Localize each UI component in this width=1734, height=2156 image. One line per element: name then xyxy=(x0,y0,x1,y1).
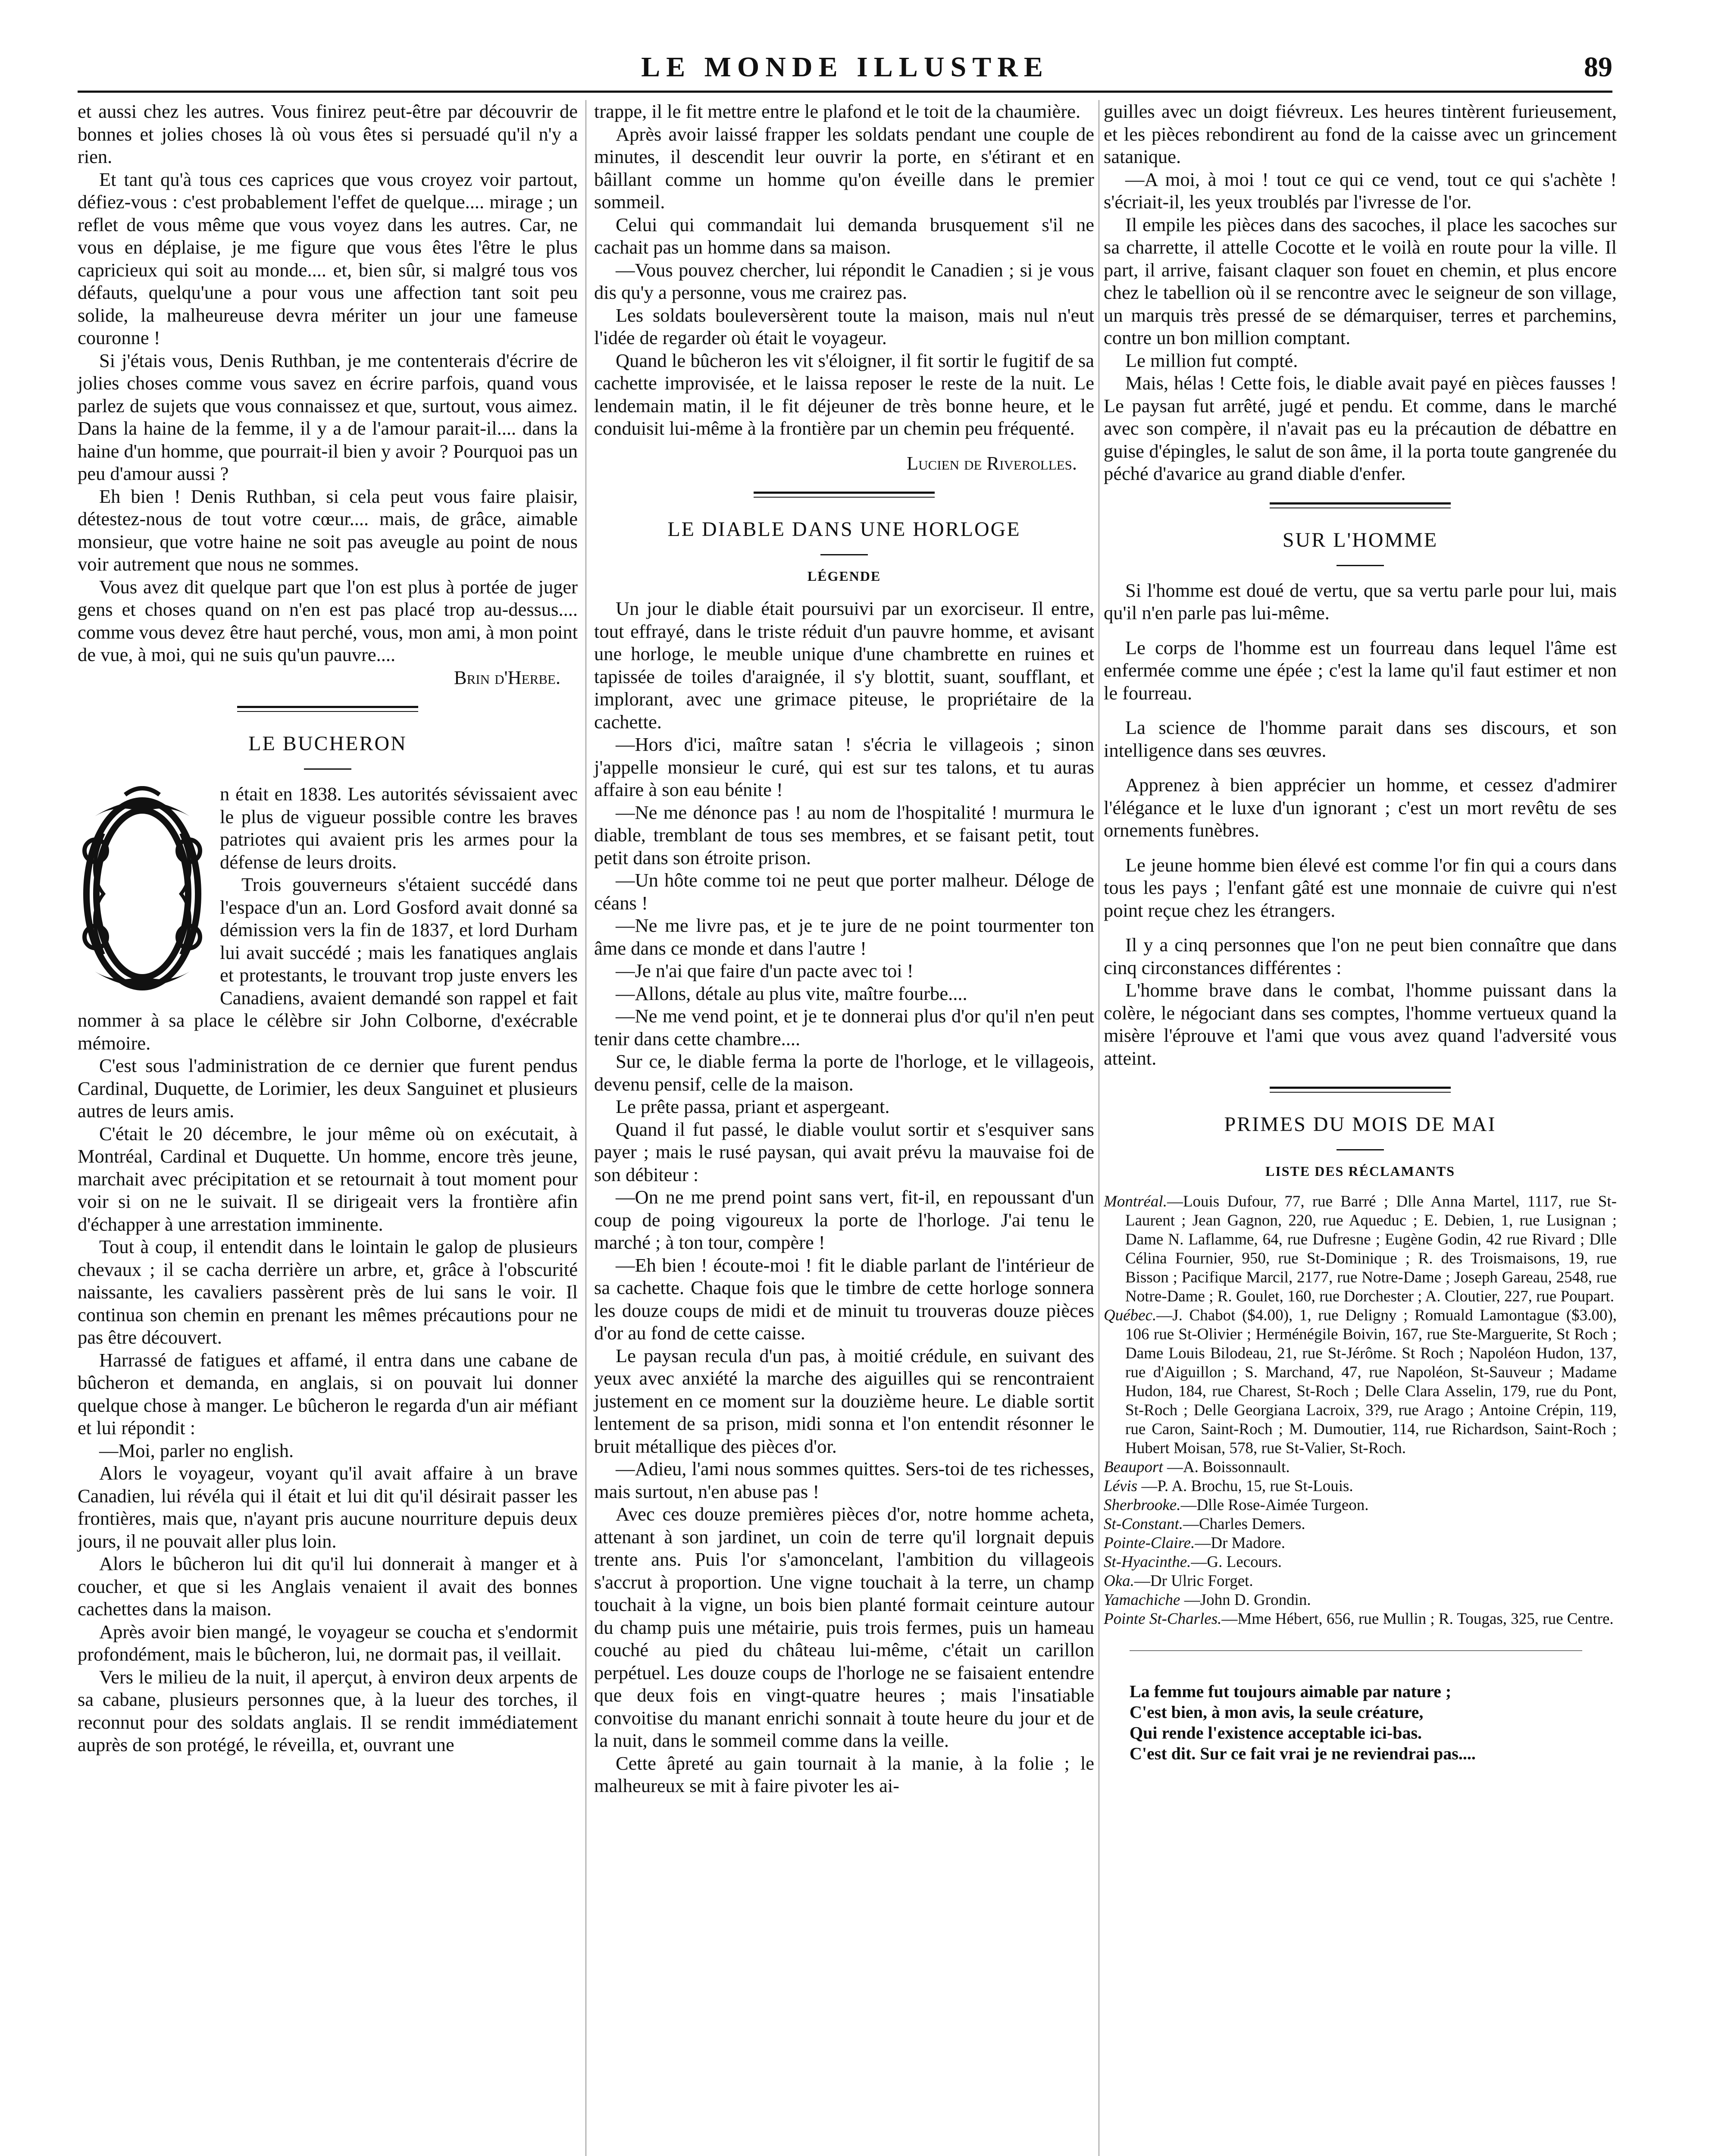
paragraph: —Vous pouvez chercher, lui répondit le Canadien ; si je vous dis qu'y a personne, vous me crairez pas. xyxy=(594,259,1094,303)
article-bucheron xyxy=(78,783,578,1756)
claimants-list xyxy=(1104,1192,1617,1629)
paragraph: trappe, il le fit mettre entre le plafond et le toit de la chaumière. xyxy=(594,100,1081,122)
list-item-city: Yamachiche xyxy=(1104,1591,1180,1609)
paragraph: n était en 1838. Les autorités sévissaient avec le plus de vigueur possible contre les braves patriotes qui avaient pris les armes pour la défense de leurs droits. xyxy=(220,783,578,873)
paragraph: —Adieu, l'ami nous sommes quittes. Sers-toi de tes richesses, mais surtout, n'en abuse pas ! xyxy=(594,1458,1094,1502)
list-item-city: St-Constant. xyxy=(1104,1515,1183,1533)
paragraph: Eh bien ! Denis Ruthban, si cela peut vous faire plaisir, détestez-nous de tout votre cœur.... mais, de grâce, aimable monsieur, que votre haine ne soit pas aveugle au point de nous voir autrement que nous ne sommes. xyxy=(78,485,578,575)
paragraph: —Ne me vend point, et je te donnerai plus d'or qu'il n'en peut tenir dans cette chambre.... xyxy=(594,1005,1094,1050)
list-item-text: —Dr Ulric Forget. xyxy=(1134,1572,1253,1590)
paragraph: —Un hôte comme toi ne peut que porter malheur. Déloge de céans ! xyxy=(594,869,1094,914)
title-rule xyxy=(1336,565,1384,566)
paragraph: Après avoir laissé frapper les soldats pendant une couple de minutes, il descendit leur ouvrir la porte, en s'étirant et en bâillant comme un homme qu'on éveille dans le premier sommeil. xyxy=(594,123,1094,213)
paragraph: Il y a cinq personnes que l'on ne peut bien connaître que dans cinq circonstances différentes : xyxy=(1104,934,1617,978)
paragraph: —A moi, à moi ! tout ce qui ce vend, tout ce qui s'achète ! s'écriait-il, les yeux troublés par l'ivresse de l'or. xyxy=(1104,168,1617,213)
paragraph: Le paysan recula d'un pas, à moitié crédule, en suivant des yeux avec anxiété la marche des aiguilles qui se rencontraient justement en ce moment sur la douzième heure. Le diable sortit lentement de sa prison, midi sonna et l'on entendit résonner le bruit métallique des pièces d'or. xyxy=(594,1344,1094,1457)
article-diable-continued xyxy=(1104,100,1617,485)
paragraph: Quand le bûcheron les vit s'éloigner, il fit sortir le fugitif de sa cachette improvisée, et le laissa reposer le reste de la nuit. Le lendemain matin, il le fit déjeuner de très bonne heure, et le conduisit lui-même à la frontière par un chemin peu fréquenté. xyxy=(594,349,1094,439)
list-item-text: —Dr Madore. xyxy=(1195,1534,1285,1552)
column-3 xyxy=(1104,100,1617,1764)
article-title: LE DIABLE DANS UNE HORLOGE xyxy=(667,518,1021,541)
paragraph: —Allons, détale au plus vite, maître fourbe.... xyxy=(616,982,967,1004)
paragraph: Le million fut compté. xyxy=(1125,349,1298,371)
paragraph: guilles avec un doigt fiévreux. Les heures tintèrent furieusement, et les pièces rebondirent au fond de la caisse avec un grincement satanique. xyxy=(1104,100,1617,167)
list-item-city: Pointe-Claire. xyxy=(1104,1534,1195,1552)
paragraph: Trois gouverneurs s'étaient succédé dans l'espace d'un an. Lord Gosford avait donné sa démission vers la fin de 1837, et lord Durham lui avait succédé ; mais les fanatiques anglais et protestants, le trouvant trop juste envers les Canadiens, avaient demandé son rappel et fait nommer à sa place le célèbre sir John Colborne, d'exécrable mémoire. xyxy=(78,874,578,1054)
paragraph: Alors le bûcheron lui dit qu'il lui donnerait à manger et à coucher, et que si les Anglais venaient il avait des bonnes cachettes dans la maison. xyxy=(78,1553,578,1620)
article-subtitle: LISTE DES RÉCLAMANTS xyxy=(1265,1163,1455,1179)
article-title: PRIMES DU MOIS DE MAI xyxy=(1224,1113,1496,1136)
list-item-city: Montréal. xyxy=(1104,1193,1167,1210)
paragraph: Si l'homme est doué de vertu, que sa vertu parle pour lui, mais qu'il n'en parle pas lui-même. xyxy=(1104,579,1617,624)
list-item-text: —J. Chabot ($4.00), 1, rue Deligny ; Romuald Lamontague ($3.00), 106 rue St-Olivier ; Herménégile Boivin, 167, rue Ste-Marguerite, St Roch ; Dame Louis Bilodeau, 21, rue St-Jérôme. St Roch ; Napoléon Hudon, 137, rue d'Aiguillon ; S. Marchand, 47, rue Napoléon, St-Sauveur ; Madame Hudon, 184, rue Charest, St-Roch ; Delle Clara Asselin, 179, rue du Pont, St-Roch ; Delle Georgiana Lacroix, 3?9, rue Arago ; Antoine Crépin, 119, rue Caron, Saint-Roch ; M. Dumoutier, 114, rue Richardson, Saint-Roch ; Hubert Moisan, 578, rue St-Valier, St-Roch. xyxy=(1125,1307,1617,1457)
masthead-title: LE MONDE ILLUSTRE xyxy=(641,51,1049,83)
signature: Brin d'Herbe. xyxy=(454,666,560,688)
page-number: 89 xyxy=(1584,51,1612,83)
title-rule xyxy=(820,554,868,555)
paragraph: Il empile les pièces dans des sacoches, il place les sacoches sur sa charrette, il attelle Cocotte et le voilà en route pour la ville. Il part, il arrive, faisant claquer son fouet en chemin, et plus encore chez le tabellion où il se rencontre avec le seigneur de son village, un marquis très pressé de se démarquiser, terres et parchemins, contre un bon million comptant. xyxy=(1104,213,1617,348)
poem-line: La femme fut toujours aimable par nature ; xyxy=(1130,1682,1452,1701)
paragraph: Le prête passa, priant et aspergeant. xyxy=(616,1096,890,1117)
list-item-city: Sherbrooke. xyxy=(1104,1496,1181,1514)
paragraph: Et tant qu'à tous ces caprices que vous croyez voir partout, défiez-vous : c'est probablement l'effet de quelque.... mirage ; un reflet de vous même que vous voyez dans les autres. Car, ne vous en déplaise, je me figure que vous êtes l'être le plus capricieux qui soit au monde.... et, bien sûr, si malgré tous vos défauts, quelqu'une a pour vous une affection tant soit peu solide, la malheureuse devra mériter un jour une fameuse couronne ! xyxy=(78,168,578,348)
page-header xyxy=(78,51,1612,85)
paragraph: Un jour le diable était poursuivi par un exorciseur. Il entre, tout effrayé, dans le triste réduit d'un pauvre homme, et avisant une horloge, le meuble unique d'une chambrette en ruines et tapissée de toiles d'araignée, il s'y blottit, suant, soufflant, et implorant, avec une grimace piteuse, le propriétaire de la cachette. xyxy=(594,598,1094,733)
poem-line: Qui rende l'existence acceptable ici-bas. xyxy=(1130,1723,1422,1742)
list-item-text: —Mme Hébert, 656, rue Mullin ; R. Tougas, 325, rue Centre. xyxy=(1221,1610,1614,1628)
list-item-text: —John D. Grondin. xyxy=(1180,1591,1311,1609)
poem-line: C'est bien, à mon avis, la seule créature, xyxy=(1130,1702,1424,1722)
section-separator xyxy=(78,706,578,712)
list-item-city: Oka. xyxy=(1104,1572,1134,1590)
list-item-text: —P. A. Brochu, 15, rue St-Louis. xyxy=(1137,1477,1353,1495)
paragraph: et aussi chez les autres. Vous finirez peut-être par découvrir de bonnes et jolies choses là où vous êtes si persuadé qu'il n'y a rien. xyxy=(78,100,578,167)
list-item-city: St-Hyacinthe. xyxy=(1104,1553,1191,1571)
paragraph: Celui qui commandait lui demanda brusquement s'il ne cachait pas un homme dans sa maison. xyxy=(594,213,1094,258)
title-rule xyxy=(1336,1149,1384,1150)
list-item xyxy=(1104,1306,1617,1458)
paragraph: —Moi, parler no english. xyxy=(99,1439,294,1461)
list-item xyxy=(1104,1477,1617,1496)
article-title: SUR L'HOMME xyxy=(1282,528,1438,552)
list-item xyxy=(1104,1534,1617,1553)
column-2 xyxy=(594,100,1094,1797)
list-item-text: —Charles Demers. xyxy=(1183,1515,1305,1533)
article-title: LE BUCHERON xyxy=(248,732,407,755)
article-homme xyxy=(1104,579,1617,1070)
paragraph: Vous avez dit quelque part que l'on est plus à portée de juger gens et choses quand on n'en est pas placé trop au-dessus.... comme vous devez être haut perché, vous, mon ami, à mon point de vue, à moi, qui ne suis qu'un pauvre.... xyxy=(78,576,578,665)
list-item-city: Pointe St-Charles. xyxy=(1104,1610,1222,1628)
poem-line: C'est dit. Sur ce fait vrai je ne reviendrai pas.... xyxy=(1130,1744,1476,1763)
column-1 xyxy=(78,100,578,1756)
poem-rule xyxy=(1130,1650,1582,1651)
paragraph: Apprenez à bien apprécier un homme, et cessez d'admirer l'élégance et le luxe d'un ignorant ; c'est un mort revêtu de ses ornements funèbres. xyxy=(1104,774,1617,841)
paragraph: —Ne me livre pas, et je te jure de ne point tourmenter ton âme dans ce monde et dans l'autre ! xyxy=(594,915,1094,959)
paragraph: Tout à coup, il entendit dans le lointain le galop de plusieurs chevaux ; il se cacha derrière un arbre, et, grâce à l'obscurité naissante, les cavaliers passèrent près de lui sans le voir. Il continua son chemin en prenant les mêmes précautions pour ne pas être découvert. xyxy=(78,1236,578,1348)
paragraph: Mais, hélas ! Cette fois, le diable avait payé en pièces fausses ! Le paysan fut arrêté, jugé et pendu. Et comme, dans le marché avec son compère, il n'avait pas eu la précaution de débattre en guise d'épingles, le salut de son âme, il la porta toute gangrenée du péché d'avarice au grand diable d'enfer. xyxy=(1104,372,1617,484)
section-separator xyxy=(1104,1087,1617,1093)
paragraph: Les soldats bouleversèrent toute la maison, mais nul n'eut l'idée de regarder où était le voyageur. xyxy=(594,304,1094,348)
list-item xyxy=(1104,1515,1617,1534)
list-item-text: —Dlle Rose-Aimée Turgeon. xyxy=(1180,1496,1369,1514)
paragraph: Le jeune homme bien élevé est comme l'or fin qui a cours dans tous les pays ; l'enfant gâté est une monnaie de cuivre qui n'est point reçue chez les étrangers. xyxy=(1104,854,1617,921)
paragraph: —Hors d'ici, maître satan ! s'écria le villageois ; sinon j'appelle monsieur le curé, qui est sur tes talons, et tu auras affaire à son eau bénite ! xyxy=(594,733,1094,800)
paragraph: —On ne me prend point sans vert, fit-il, en repoussant d'un coup de poing vigoureux la porte de l'horloge. J'ai tenu le marché ; à ton tour, compère ! xyxy=(594,1186,1094,1253)
list-item xyxy=(1104,1610,1617,1629)
paragraph: C'est sous l'administration de ce dernier que furent pendus Cardinal, Duquette, de Lorimier, les deux Sanguinet et plusieurs autres de leurs amis. xyxy=(78,1055,578,1122)
paragraph: Avec ces douze premières pièces d'or, notre homme acheta, attenant à son jardinet, un coin de terre qu'il lorgnait depuis trente ans. Puis l'or s'amoncelant, l'ambition du villageois s'accrut à proportion. Une vigne touchait à la terre, un champ touchait à la vigne, un bois bien planté formait ceinture autour du champ puis une métairie, puis trois fermes, puis un hameau couché au pied du château lui-même, c'était un carillon perpétuel. Les douze coups de l'horloge ne se faisaient entendre que deux fois en vingt-quatre heures ; mais l'insatiable convoitise du manant enrichi sonnait à toute heure du jour et de la nuit, dans le sommeil comme dans la veille. xyxy=(594,1503,1094,1751)
header-rule xyxy=(78,91,1612,93)
list-item xyxy=(1104,1496,1617,1515)
section-separator xyxy=(1104,502,1617,508)
paragraph: —Je n'ai que faire d'un pacte avec toi ! xyxy=(616,960,914,981)
paragraph: Cette âpreté au gain tournait à la manie, à la folie ; le malheureux se mit à faire pivoter les ai- xyxy=(594,1752,1094,1796)
list-item-text: —Louis Dufour, 77, rue Barré ; Dlle Anna Martel, 1117, rue St-Laurent ; Jean Gagnon, 220, rue Aqueduc ; E. Debien, 1, rue Lusignan ; Dame N. Laflamme, 64, rue Dufresne ; Eugène Godin, 42 rue Rivard ; Dlle Célina Fournier, 950, rue St-Dominique ; R. des Troismaisons, 19, rue Bisson ; Pacifique Marcil, 2177, rue Notre-Dame ; Joseph Gareau, 2548, rue Notre-Dame ; R. Goulet, 160, rue Dorchester ; A. Cloutier, 227, rue Poupart. xyxy=(1125,1193,1617,1305)
article-subtitle: LÉGENDE xyxy=(807,568,881,584)
paragraph: Si j'étais vous, Denis Ruthban, je me contenterais d'écrire de jolies choses comme vous savez en écrire parfois, quand vous parlez de sujets que vous connaissez et que, surtout, vous aimez. Dans la haine de la femme, il y a de l'amour parait-il.... dans la haine d'un homme, que pourrait-il bien y avoir ? Pourquoi pas un peu d'amour aussi ? xyxy=(78,349,578,484)
paragraph: Sur ce, le diable ferma la porte de l'horloge, et le villageois, devenu pensif, celle de la maison. xyxy=(594,1050,1094,1095)
title-rule xyxy=(304,768,351,770)
column-divider xyxy=(585,100,586,2156)
paragraph: —Ne me dénonce pas ! au nom de l'hospitalité ! murmura le diable, tremblant de tous ses membres, et se faisant petit, tout petit dans son étroite prison. xyxy=(594,801,1094,868)
paragraph: —Eh bien ! écoute-moi ! fit le diable parlant de l'intérieur de sa cachette. Chaque fois que le timbre de cette horloge sonnera les douze coups de midi et de minuit tu trouveras douze pièces d'or au fond de cette caisse. xyxy=(594,1254,1094,1344)
list-item xyxy=(1104,1192,1617,1306)
paragraph: Après avoir bien mangé, le voyageur se coucha et s'endormit profondément, mais le bûcheron, lui, ne dormait pas, il veillait. xyxy=(78,1620,578,1665)
paragraph: Alors le voyageur, voyant qu'il avait affaire à un brave Canadien, lui révéla qui il était et lui dit qu'il désirait passer les frontières, mais que, n'ayant pris aucune nourriture depuis deux jours, il ne pouvait aller plus loin. xyxy=(78,1462,578,1552)
paragraph: Quand il fut passé, le diable voulut sortir et s'esquiver sans payer ; mais le rusé paysan, qui avait prévu la mauvaise foi de son débiteur : xyxy=(594,1118,1094,1185)
paragraph: Vers le milieu de la nuit, il aperçut, à environ deux arpents de sa cabane, plusieurs personnes que, à la lueur des torches, il reconnut pour des soldats anglais. Il se rendit immédiatement auprès de son protégé, le réveilla, et, ouvrant une xyxy=(78,1666,578,1755)
paragraph: Harrassé de fatigues et affamé, il entra dans une cabane de bûcheron et demanda, en anglais, si on pouvait lui donner quelque chose à manger. Le bûcheron le regarda d'un air méfiant et lui répondit : xyxy=(78,1349,578,1438)
paragraph: L'homme brave dans le combat, l'homme puissant dans la colère, le négociant dans ses comptes, l'homme vertueux quand la misère l'éprouve et l'ami que vous avez quand l'adversité vous atteint. xyxy=(1104,979,1617,1069)
signature: Lucien de Riverolles. xyxy=(906,452,1077,474)
paragraph: Le corps de l'homme est un fourreau dans lequel l'âme est enfermée comme une épée ; c'est la lame qu'il faut estimer et non le fourreau. xyxy=(1104,636,1617,704)
list-item-city: Québec. xyxy=(1104,1307,1157,1324)
list-item xyxy=(1104,1572,1617,1591)
article-intro-continued xyxy=(78,100,578,689)
paragraph: C'était le 20 décembre, le jour même où on exécutait, à Montréal, Cardinal et Duquette. Un homme, encore très jeune, marchait avec précipitation et se retournait à tout moment pour voir si on ne le suivait. Il se dirigeait vers la frontière afin d'échapper à une arrestation imminente. xyxy=(78,1122,578,1235)
list-item-city: Beauport xyxy=(1104,1458,1163,1476)
list-item xyxy=(1104,1458,1617,1477)
section-separator xyxy=(594,492,1094,498)
list-item xyxy=(1104,1553,1617,1572)
article-bucheron-continued xyxy=(594,100,1094,474)
list-item-city: Lévis xyxy=(1104,1477,1138,1495)
paragraph: La science de l'homme parait dans ses discours, et son intelligence dans ses œuvres. xyxy=(1104,717,1617,761)
ornamental-o-initial-icon xyxy=(78,786,207,1002)
closing-poem xyxy=(1130,1681,1617,1764)
list-item-text: —G. Lecours. xyxy=(1191,1553,1282,1571)
list-item xyxy=(1104,1591,1617,1610)
list-item-text: —A. Boissonnault. xyxy=(1163,1458,1290,1476)
article-diable xyxy=(594,597,1094,1797)
